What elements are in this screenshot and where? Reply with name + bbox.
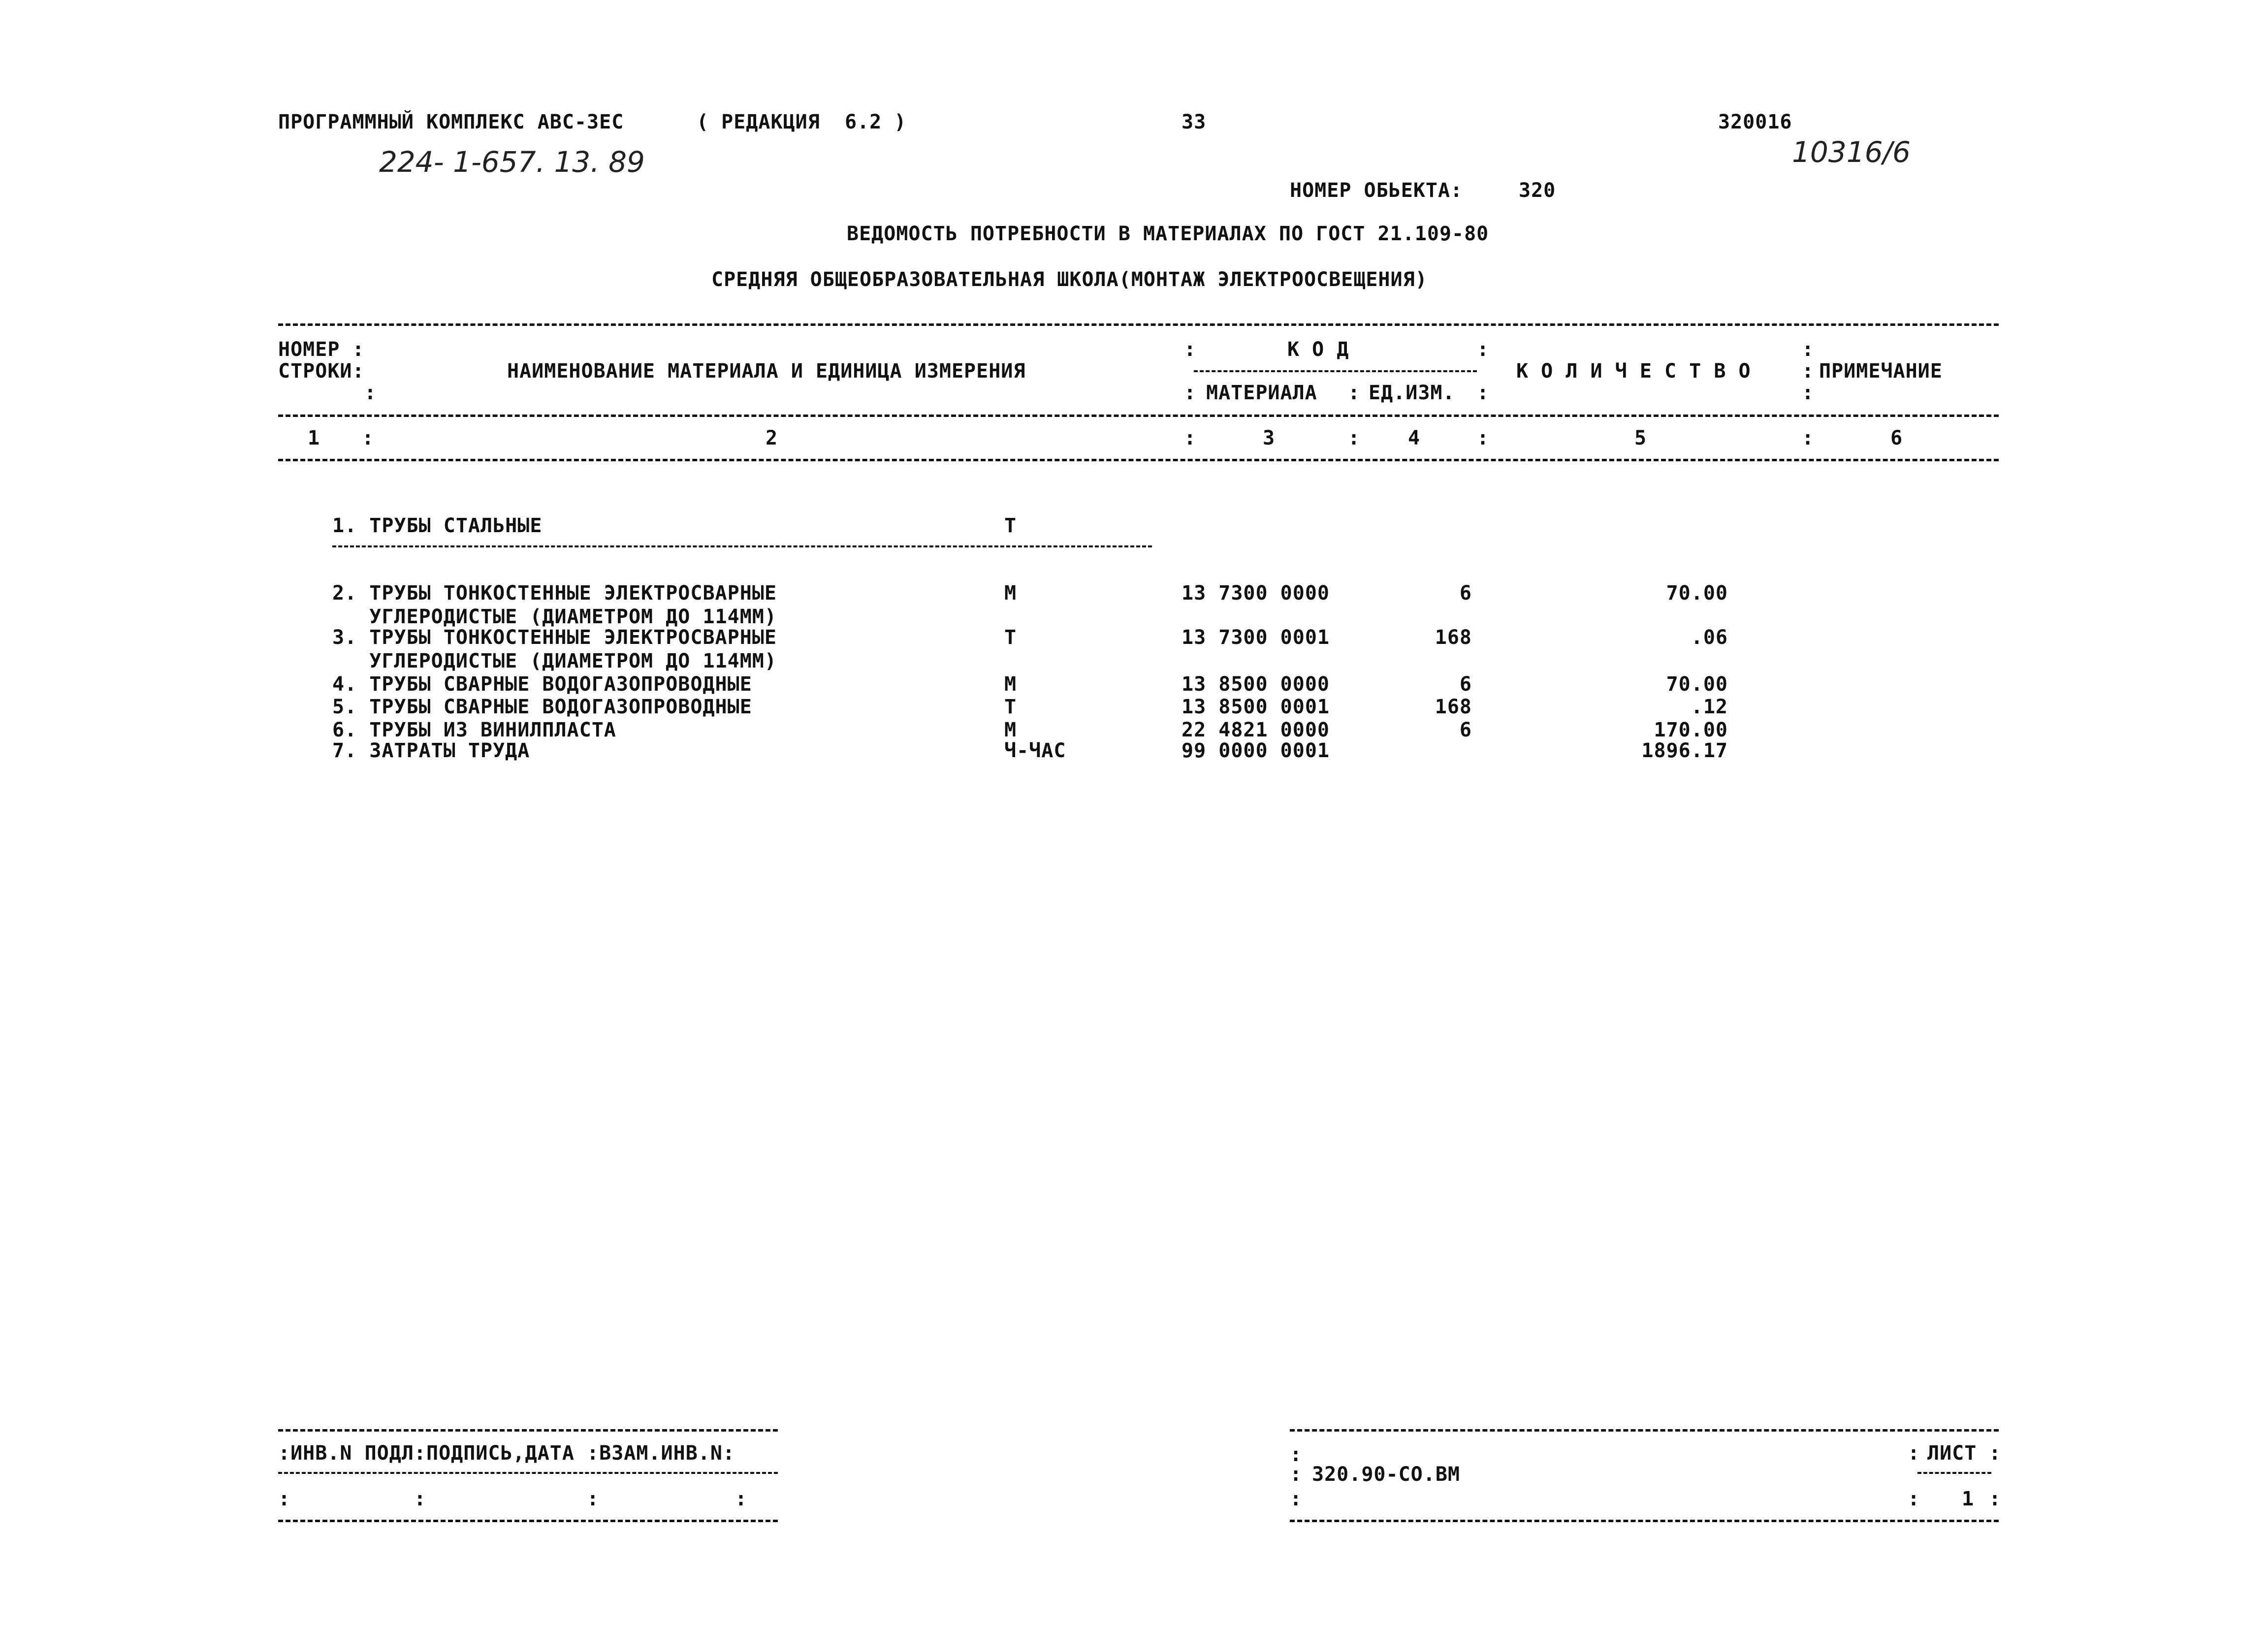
row-material-code: 13 8500 0000	[1182, 673, 1330, 696]
row-material-code: 13 7300 0001	[1182, 626, 1330, 649]
row-unit-code: 6	[1459, 582, 1472, 605]
row-unit: М	[1004, 719, 1017, 741]
column-number-2: 2	[766, 427, 778, 449]
row-unit-code: 6	[1459, 719, 1472, 741]
column-number-sep: :	[1477, 427, 1490, 449]
row-material-name: 4. ТРУБЫ СВАРНЫЕ ВОДОГАЗОПРОВОДНЫЕ	[332, 673, 752, 696]
sheet-rule	[1917, 1472, 1991, 1474]
stamp-middle-rule	[278, 1472, 778, 1474]
row-quantity: .06	[1691, 626, 1728, 649]
title-block-sep: :	[1290, 1463, 1303, 1486]
title-block-bottom-rule	[1290, 1520, 1999, 1522]
row-material-code: 99 0000 0001	[1182, 739, 1330, 762]
sheet-sep-right: :	[1989, 1488, 2002, 1510]
document-code: 320016	[1718, 111, 1792, 133]
title-block-sep: :	[1290, 1443, 1303, 1466]
page-subtitle: СРЕДНЯЯ ОБЩЕОБРАЗОВАТЕЛЬНАЯ ШКОЛА(МОНТАЖ ЭЛЕКТРООСВЕЩЕНИЯ)	[711, 268, 1428, 291]
row-unit: Ч-ЧАС	[1004, 739, 1066, 762]
row-unit-code: 168	[1435, 696, 1472, 718]
column-number-6: 6	[1890, 427, 1903, 449]
row-unit-code: 6	[1459, 673, 1472, 696]
row-unit-code: 168	[1435, 626, 1472, 649]
handwritten-number-right: 10316/6	[1792, 135, 1911, 169]
row-unit: Т	[1004, 696, 1017, 718]
row-quantity: .12	[1691, 696, 1728, 718]
header-code-sep-left-2: :	[1184, 382, 1197, 404]
row-material-name: 7. ЗАТРАТЫ ТРУДА	[332, 739, 530, 762]
header-code-sep-left: :	[1184, 338, 1197, 361]
row-material-name-continuation: УГЛЕРОДИСТЫЕ (ДИАМЕТРОМ ДО 114ММ)	[332, 606, 777, 628]
sheet-sep-left: :	[1908, 1442, 1920, 1465]
stamp-header: :ИНВ.N ПОДЛ:ПОДПИСЬ,ДАТА :ВЗАМ.ИНВ.N:	[278, 1442, 735, 1465]
row-material-code: 13 7300 0000	[1182, 582, 1330, 605]
row-material-code: 22 4821 0000	[1182, 719, 1330, 741]
sheet-label: ЛИСТ	[1927, 1442, 1977, 1465]
page-title: ВЕДОМОСТЬ ПОТРЕБНОСТИ В МАТЕРИАЛАХ ПО ГОСТ 21.109-80	[847, 223, 1489, 245]
stamp-row: : : : :	[278, 1488, 748, 1510]
column-number-5: 5	[1634, 427, 1647, 449]
row-material-name: 2. ТРУБЫ ТОНКОСТЕННЫЕ ЭЛЕКТРОСВАРНЫЕ	[332, 582, 777, 605]
header-code-sep-right: :	[1477, 338, 1490, 361]
row-quantity: 1896.17	[1641, 739, 1728, 762]
row-unit: Т	[1004, 514, 1017, 537]
row-quantity: 70.00	[1666, 582, 1728, 605]
row-material-name: 5. ТРУБЫ СВАРНЫЕ ВОДОГАЗОПРОВОДНЫЕ	[332, 696, 752, 718]
row-material-name: 3. ТРУБЫ ТОНКОСТЕННЫЕ ЭЛЕКТРОСВАРНЫЕ	[332, 626, 777, 649]
row-unit: Т	[1004, 626, 1017, 649]
page-number: 33	[1182, 111, 1207, 133]
header-code-material: МАТЕРИАЛА	[1206, 382, 1317, 404]
column-number-3: 3	[1263, 427, 1276, 449]
row-unit: М	[1004, 673, 1017, 696]
header-code: К О Д	[1287, 338, 1349, 361]
header-row-number-2: СТРОКИ:	[278, 360, 365, 383]
row-unit: М	[1004, 582, 1017, 605]
header-quantity: К О Л И Ч Е С Т В О	[1516, 360, 1751, 383]
group-underline	[332, 545, 1152, 547]
header-bottom-rule	[278, 459, 1999, 461]
sheet-number: 1	[1962, 1488, 1975, 1510]
sheet-sep-left: :	[1908, 1488, 1920, 1510]
header-middle-rule	[278, 415, 1999, 417]
header-top-rule	[278, 323, 1999, 326]
header-code-unit: ЕД.ИЗМ.	[1369, 382, 1455, 404]
sheet-sep-right: :	[1989, 1442, 2002, 1465]
header-code-rule	[1194, 370, 1477, 372]
column-number-sep: :	[1184, 427, 1197, 449]
object-number-value: 320	[1519, 179, 1556, 202]
header-material-name: НАИМЕНОВАНИЕ МАТЕРИАЛА И ЕДИНИЦА ИЗМЕРЕНИЯ	[507, 360, 1026, 383]
header-code-sep-mid: :	[1348, 382, 1361, 404]
header-row-number-1: НОМЕР :	[278, 338, 365, 361]
header-note-sep-3: :	[1802, 382, 1815, 404]
header-note: ПРИМЕЧАНИЕ	[1819, 360, 1943, 383]
row-material-name-continuation: УГЛЕРОДИСТЫЕ (ДИАМЕТРОМ ДО 114ММ)	[332, 650, 777, 672]
column-number-sep: :	[362, 427, 375, 449]
header-separator: :	[364, 382, 377, 404]
row-quantity: 170.00	[1654, 719, 1728, 741]
stamp-top-rule	[278, 1429, 778, 1432]
column-number-4: 4	[1408, 427, 1421, 449]
header-note-sep-1: :	[1802, 338, 1815, 361]
edition-label: ( РЕДАКЦИЯ 6.2 )	[697, 111, 907, 133]
row-quantity: 70.00	[1666, 673, 1728, 696]
header-code-sep-right-2: :	[1477, 382, 1490, 404]
row-material-code: 13 8500 0001	[1182, 696, 1330, 718]
header-note-sep-2: :	[1802, 360, 1815, 383]
program-name: ПРОГРАММНЫЙ КОМПЛЕКС АВС-3ЕС	[278, 111, 624, 133]
column-number-sep: :	[1802, 427, 1815, 449]
title-block-top-rule	[1290, 1429, 1999, 1432]
title-block-sep: :	[1290, 1488, 1303, 1510]
column-number-1: 1	[308, 427, 320, 449]
column-number-sep: :	[1348, 427, 1361, 449]
row-material-name: 6. ТРУБЫ ИЗ ВИНИЛПЛАСТА	[332, 719, 616, 741]
document-designation: 320.90-СО.ВМ	[1312, 1463, 1460, 1486]
stamp-bottom-rule	[278, 1520, 778, 1522]
object-number-label: НОМЕР ОБЬЕКТА:	[1290, 179, 1463, 202]
row-material-name: 1. ТРУБЫ СТАЛЬНЫЕ	[332, 514, 543, 537]
handwritten-number-left: 224- 1-657. 13. 89	[379, 145, 645, 179]
